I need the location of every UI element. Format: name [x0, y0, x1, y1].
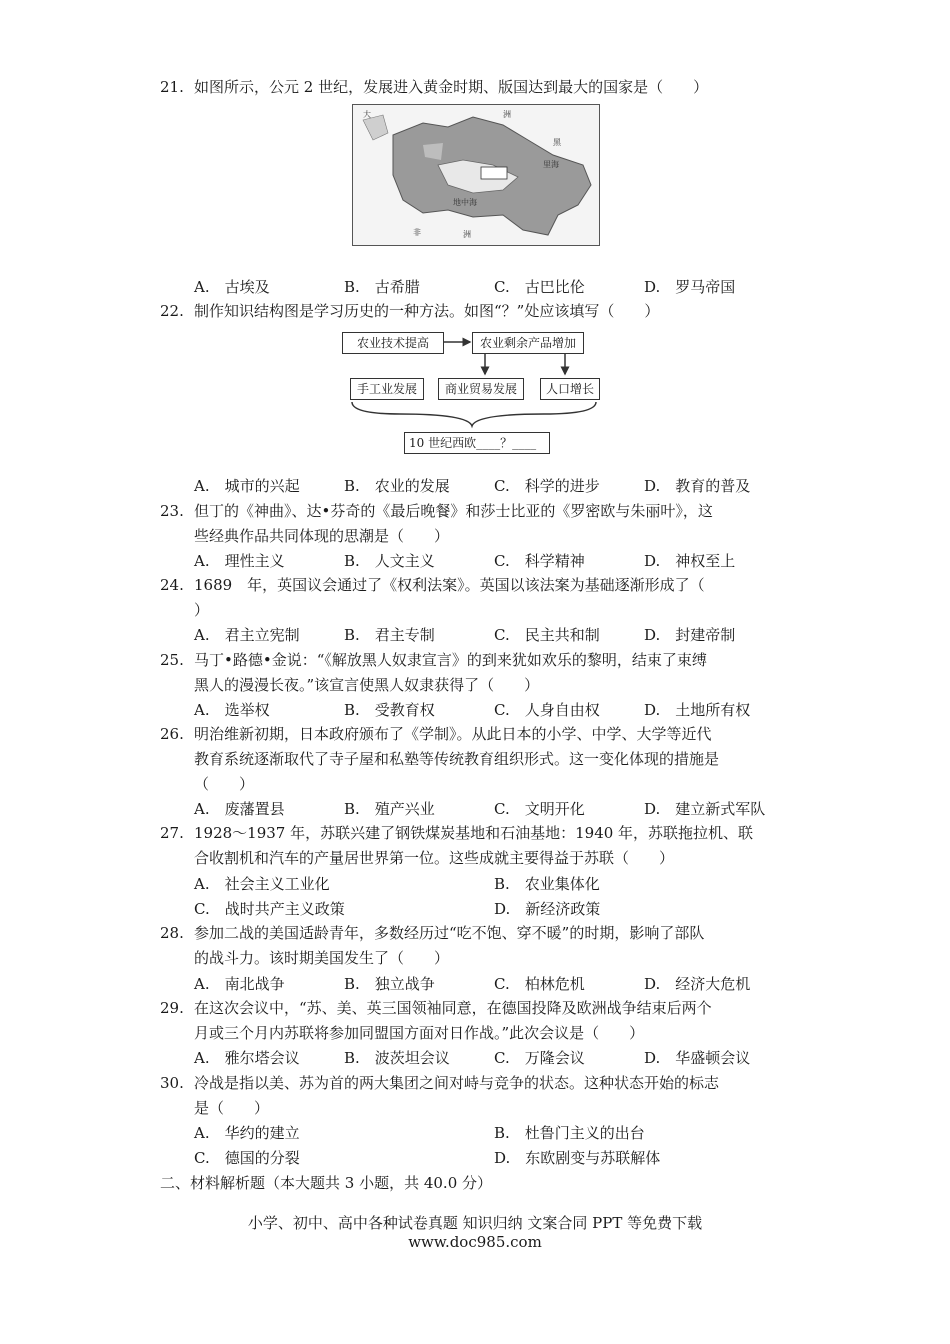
question-text-line2: 些经典作品共同体现的思潮是（ ）	[194, 527, 450, 545]
question-text-line2: 月或三个月内苏联将参加同盟国方面对日作战。”此次会议是（ ）	[194, 1024, 645, 1042]
option-d[interactable]: D. 建立新式军队	[644, 800, 766, 818]
question-23	[160, 500, 713, 521]
option-a[interactable]: A. 选举权	[194, 701, 270, 719]
question-27	[160, 822, 753, 843]
question-number: 27.	[160, 824, 184, 842]
option-c[interactable]: C. 科学精神	[494, 552, 585, 570]
option-b[interactable]: B. 殖产兴业	[344, 800, 435, 818]
question-text-line1: 明治维新初期，日本政府颁布了《学制》。从此日本的小学、中学、大学等近代	[194, 725, 712, 743]
option-a[interactable]: A. 君主立宪制	[194, 626, 300, 644]
option-a[interactable]: A. 社会主义工业化	[194, 875, 330, 893]
question-25	[160, 649, 707, 670]
option-c[interactable]: C. 战时共产主义政策	[194, 900, 345, 918]
question-text-line2: 是（ ）	[194, 1099, 270, 1117]
question-text-line1: 冷战是指以美、苏为首的两大集团之间对峙与竞争的状态。这种状态开始的标志	[194, 1074, 720, 1092]
svg-text:大: 大	[363, 110, 371, 119]
option-c[interactable]: C. 民主共和制	[494, 626, 600, 644]
option-d[interactable]: D. 土地所有权	[644, 701, 751, 719]
option-c[interactable]: C. 柏林危机	[494, 975, 585, 993]
svg-text:非: 非	[413, 228, 421, 237]
option-a[interactable]: A. 城市的兴起	[194, 477, 300, 495]
option-a[interactable]: A. 理性主义	[194, 552, 285, 570]
option-d[interactable]: D. 东欧剧变与苏联解体	[494, 1149, 661, 1167]
option-b[interactable]: B. 君主专制	[344, 626, 435, 644]
question-28	[160, 922, 704, 943]
option-b[interactable]: B. 独立战争	[344, 975, 435, 993]
question-text-line2: ）	[194, 601, 210, 619]
question-21	[160, 76, 708, 97]
question-text-line1: 参加二战的美国适龄青年，多数经历过“吃不饱、穿不暖”的时期，影响了部队	[194, 924, 705, 942]
question-text-line1: 1689 年，英国议会通过了《权利法案》。英国以该法案为基础逐渐形成了（	[194, 576, 705, 594]
svg-text:地中海: 地中海	[453, 198, 477, 207]
question-number: 21.	[160, 78, 184, 96]
box-commerce: 商业贸易发展	[438, 378, 524, 400]
question-text-line1: 在这次会议中，“苏、美、英三国领袖同意，在德国投降及欧洲战争结束后两个	[194, 999, 712, 1017]
question-text-line3: （ ）	[194, 775, 255, 793]
option-a[interactable]: A. 华约的建立	[194, 1124, 300, 1142]
option-c[interactable]: C. 文明开化	[494, 800, 585, 818]
question-text-line1: 但丁的《神曲》、达•芬奇的《最后晚餐》和莎士比亚的《罗密欧与朱丽叶》，这	[194, 502, 713, 520]
question-number: 29.	[160, 999, 184, 1017]
footer-url-link[interactable]: www.doc985.com	[408, 1233, 542, 1251]
question-number: 28.	[160, 924, 184, 942]
svg-text:洲: 洲	[503, 110, 511, 119]
question-text-line2: 教育系统逐渐取代了寺子屋和私塾等传统教育组织形式。这一变化体现的措施是	[194, 750, 720, 768]
question-24	[160, 574, 705, 595]
question-number: 26.	[160, 725, 184, 743]
option-a[interactable]: A. 雅尔塔会议	[194, 1049, 300, 1067]
option-d[interactable]: D. 封建帝制	[644, 626, 736, 644]
option-b[interactable]: B. 农业的发展	[344, 477, 450, 495]
option-d[interactable]: D. 教育的普及	[644, 477, 751, 495]
knowledge-structure-diagram	[340, 326, 610, 466]
question-number: 30.	[160, 1074, 184, 1092]
option-d[interactable]: D. 神权至上	[644, 552, 736, 570]
question-text: 如图所示，公元 2 世纪，发展进入黄金时期、版国达到最大的国家是（ ）	[194, 78, 709, 96]
option-d[interactable]: D. 新经济政策	[494, 900, 601, 918]
option-c[interactable]: C. 人身自由权	[494, 701, 600, 719]
question-26	[160, 723, 712, 744]
box-population: 人口增长	[540, 378, 600, 400]
option-b[interactable]: B. 农业集体化	[494, 875, 600, 893]
question-number: 25.	[160, 651, 184, 669]
question-29	[160, 997, 712, 1018]
map-illustration	[353, 105, 599, 245]
option-c[interactable]: C. 万隆会议	[494, 1049, 585, 1067]
section-heading: 二、材料解析题（本大题共 3 小题，共 40.0 分）	[160, 1174, 493, 1192]
option-a[interactable]: A. 废藩置县	[194, 800, 285, 818]
svg-text:黑: 黑	[553, 138, 561, 147]
box-answer-blank: 10 世纪西欧____？____	[404, 432, 550, 454]
question-number: 24.	[160, 576, 184, 594]
question-30	[160, 1072, 719, 1093]
box-handicraft: 手工业发展	[350, 378, 424, 400]
question-text: 制作知识结构图是学习历史的一种方法。如图“？”处应该填写（ ）	[194, 302, 660, 320]
question-text-line1: 马丁•路德•金说：“《解放黑人奴隶宣言》的到来犹如欢乐的黎明，结束了束缚	[194, 651, 707, 669]
option-c[interactable]: C. 德国的分裂	[194, 1149, 300, 1167]
option-a[interactable]: A. 南北战争	[194, 975, 285, 993]
question-text-line2: 黑人的漫漫长夜。”该宣言使黑人奴隶获得了（ ）	[194, 676, 540, 694]
option-d[interactable]: D. 罗马帝国	[644, 278, 736, 296]
question-number: 22.	[160, 302, 184, 320]
question-22	[160, 300, 659, 321]
option-b[interactable]: B. 人文主义	[344, 552, 435, 570]
option-d[interactable]: D. 经济大危机	[644, 975, 751, 993]
svg-text:洲: 洲	[463, 230, 471, 239]
question-text-line2: 的战斗力。该时期美国发生了（ ）	[194, 949, 450, 967]
question-number: 23.	[160, 502, 184, 520]
footer-ad-text: 小学、初中、高中各种试卷真题 知识归纳 文案合同 PPT 等免费下载	[247, 1214, 703, 1232]
option-d[interactable]: D. 华盛顿会议	[644, 1049, 751, 1067]
box-agri-tech: 农业技术提高	[342, 332, 444, 354]
option-c[interactable]: C. 科学的进步	[494, 477, 600, 495]
svg-text:里海: 里海	[543, 160, 559, 169]
question-text-line2: 合收割机和汽车的产量居世界第一位。这些成就主要得益于苏联（ ）	[194, 849, 675, 867]
box-agri-surplus: 农业剩余产品增加	[472, 332, 584, 354]
option-b[interactable]: B. 波茨坦会议	[344, 1049, 450, 1067]
question-text-line1: 1928～1937 年，苏联兴建了钢铁煤炭基地和石油基地：1940 年，苏联拖拉机、联	[194, 824, 754, 842]
option-b[interactable]: B. 古希腊	[344, 278, 420, 296]
roman-empire-map	[352, 104, 600, 246]
option-a[interactable]: A. 古埃及	[194, 278, 270, 296]
option-b[interactable]: B. 受教育权	[344, 701, 435, 719]
option-b[interactable]: B. 杜鲁门主义的出台	[494, 1124, 645, 1142]
option-c[interactable]: C. 古巴比伦	[494, 278, 585, 296]
